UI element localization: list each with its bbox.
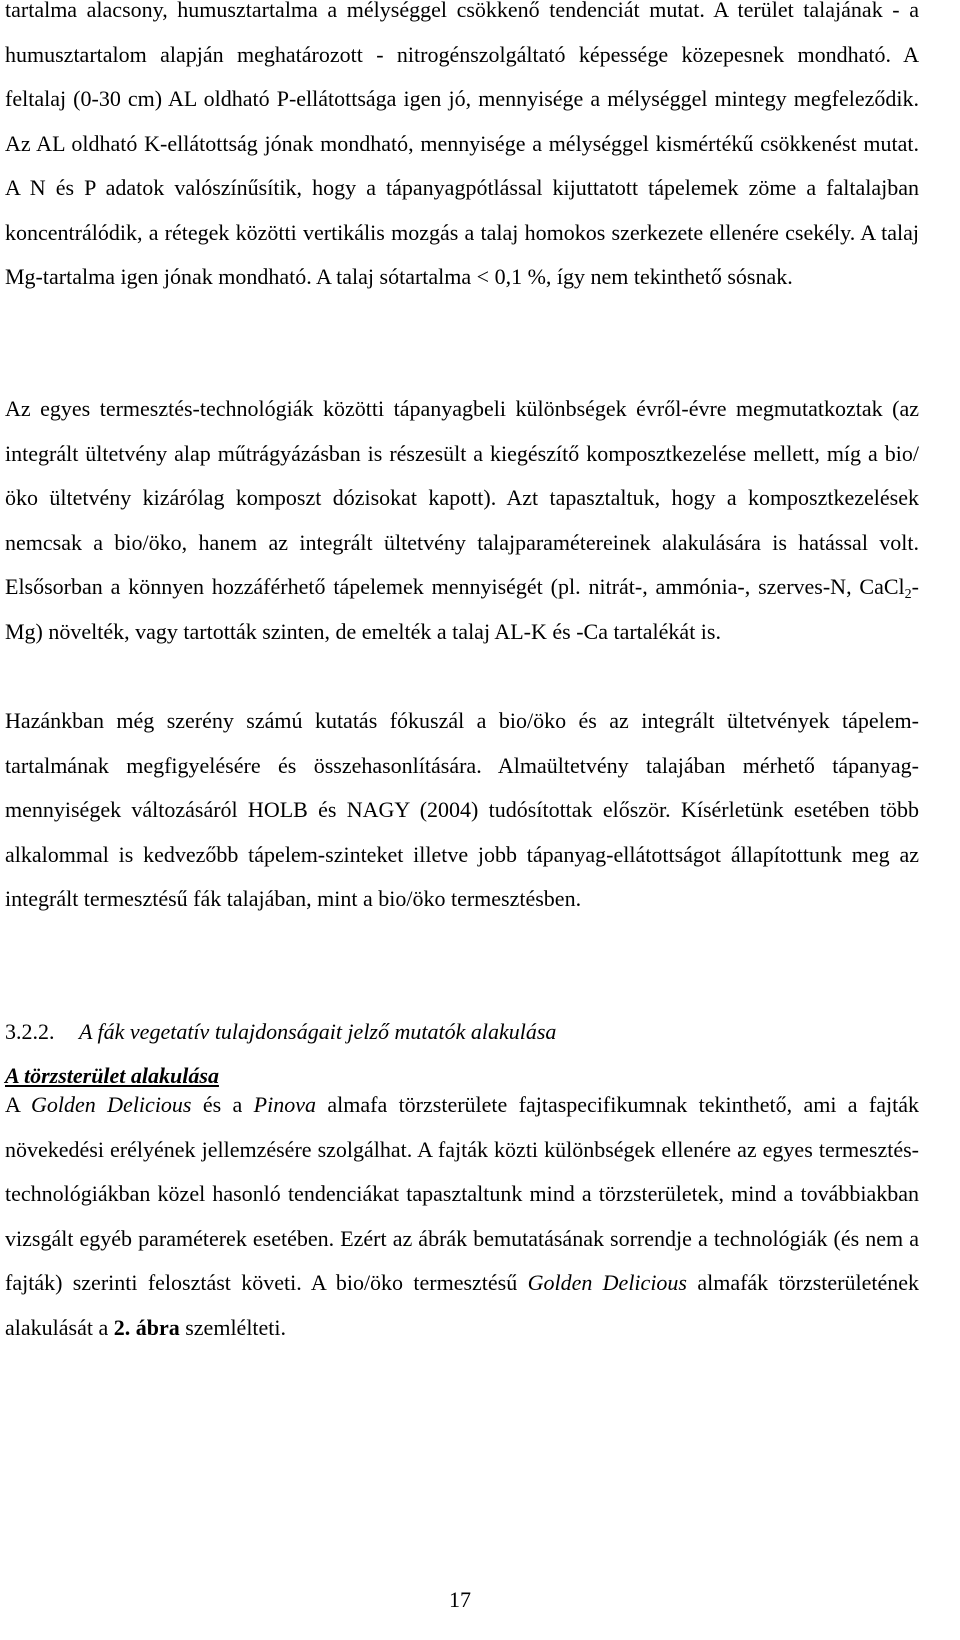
paragraph-text: és a [191,1092,254,1117]
paragraph-text: szemlélteti. [179,1314,287,1340]
subscript: 2 [904,587,912,602]
cultivar-name: Pinova [253,1092,316,1117]
cultivar-name: Golden Delicious [31,1092,192,1117]
subsection-heading: A törzsterület alakulása [5,1063,219,1088]
figure-reference: 2. ábra [113,1314,180,1340]
paragraph-soil-properties: tartalma alacsony, humusztartalma a mélységgel csökkenő tendenciát mutat. A terület talajának - a humusztartalom alapján meghatározott - nitrogénszolgáltató képessége közepesnek mondható. A feltalaj (0-30 cm) AL oldható P-ellátottsága igen jó, mennyisége a mélységgel mintegy megfeleződik. Az AL oldható K-ellátottság jónak mondható, mennyisége a mélységgel kismértékű csökkenést mutat. A N és P adatok valószínűsítik, hogy a tápanyagpótlással kijuttatott tápelemek zöme a faltalajban koncentrálódik, a rétegek közötti vertikális mozgás a talaj homokos szerkezete ellenére csekély. A talaj Mg-tartalma igen jónak mondható. A talaj sótartalma < 0,1 %, így nem tekinthető sósnak. [5,0,919,289]
paragraph-research-context: Hazánkban még szerény számú kutatás fókuszál a bio/öko és az integrált ültetvények tápelem-tartalmának megfigyelésére és összehasonlítására. Almaültetvény talajában mérhető tápanyag-mennyiségek változásáról HOLB és NAGY (2004) tudósítottak először. Kísérletünk esetében több alkalommal is kedvezőbb tápelem-szinteket illetve jobb tápanyag-ellátottságot állapítottunk meg az integrált termesztésű fák talajában, mint a bio/öko termesztésben. [5,708,919,911]
section-heading [5,1017,556,1047]
section-number: 3.2.2. [5,1019,55,1044]
cultivar-name: Golden Delicious [527,1270,687,1295]
paragraph-technology-differences [5,387,919,654]
paragraph-text: - Mg) növelték, vagy tartották szinten, de emelték a talaj AL-K és -Ca tartalékát is. [5,574,919,644]
paragraph-text: almafák törzsterületének alakulását a [5,1270,919,1340]
paragraph-text: A [5,1092,32,1117]
paragraph-text: almafa törzsterülete fajtaspecifikumnak tekinthető, ami a fajták növekedési erélyének jellemzésére szolgálhat. A fajták közti különbségek ellenére az egyes termesztés-technológiákban közel hasonló tendenciákat tapasztaltunk mind a törzsterületek, mind a továbbiakban vizsgált egyéb paraméterek esetében. Ezért az ábrák bemutatásának sorrendje a technológiák (és nem a fajták) szerinti felosztást követi. A bio/öko termesztésű [5,1092,919,1295]
paragraph-text: Az egyes termesztés-technológiák közötti tápanyagbeli különbségek évről-évre megmutatkoztak (az integrált ültetvény alap műtrágyázásban is részesült a kiegészítő komposztkezelése mellett, míg a bio/öko ültetvény kizárólag komposzt dózisokat kapott). Azt tapasztaltuk, hogy a komposztkezelések nemcsak a bio/öko, hanem az integrált ültetvény talajparamétereinek alakulására is hatással volt. Elsősorban a könnyen hozzáférhető tápelemek mennyiségét (pl. nitrát-, ammónia-, szerves-N, CaCl [5,396,919,599]
paragraph-trunk-area [5,1083,919,1350]
page-number: 17 [449,1587,471,1612]
section-title: A fák vegetatív tulajdonságait jelző mutatók alakulása [79,1019,557,1044]
